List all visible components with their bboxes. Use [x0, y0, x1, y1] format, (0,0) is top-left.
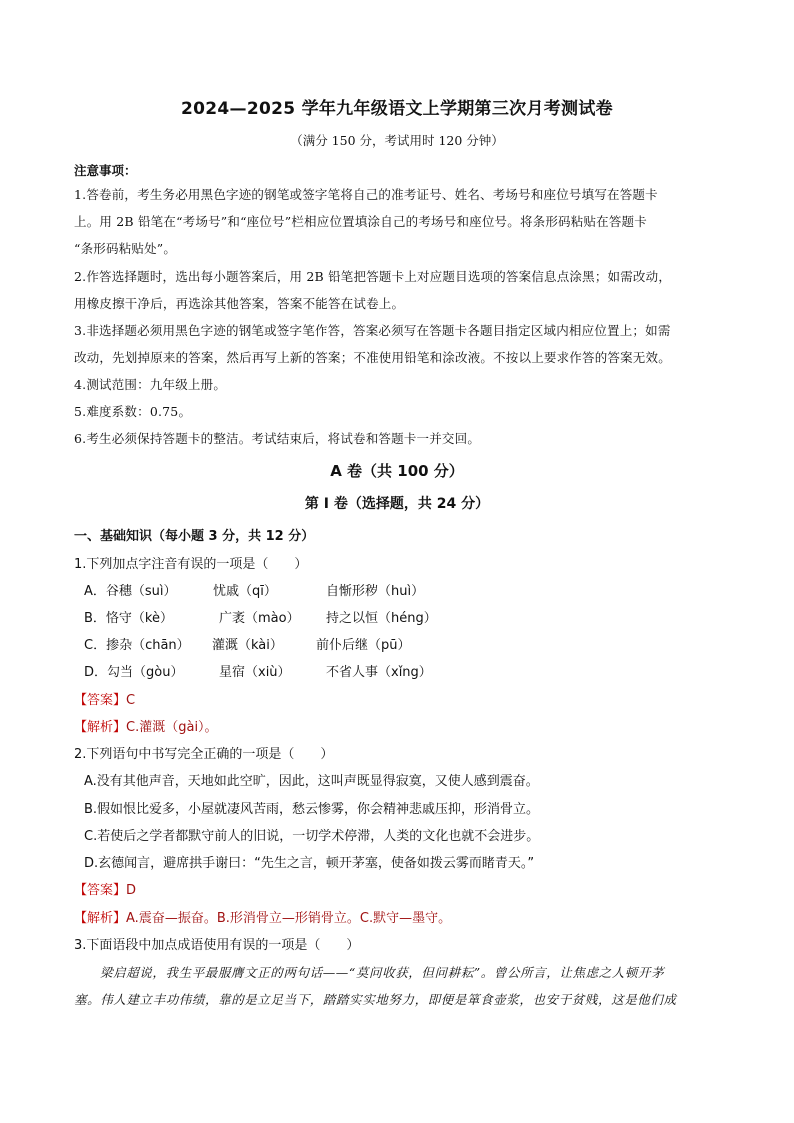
q1-option-a: A．谷穗（suì） — [84, 584, 177, 599]
answer-value: C — [126, 693, 136, 708]
q2-option-b: B.假如恨比爱多，小屋就凄风苦雨，愁云惨雾，你会精神悲戚压抑，形消骨立。 — [84, 802, 540, 817]
notice-line: 6.考生必须保持答题卡的整洁。考试结束后，将试卷和答题卡一并交回。 — [74, 431, 481, 446]
q2-option-a: A.没有其他声音，天地如此空旷，因此，这叫声既显得寂寞，又使人感到震奋。 — [84, 774, 539, 789]
q3-paragraph-line: 梁启超说，我生平最服膺文正的两句话——“莫问收获，但问耕耘”。曾公所言，让焦虑之人顿开茅 — [100, 965, 665, 980]
q1-option-c-word-2: 灌溉（kài） — [212, 638, 283, 653]
q1-answer — [74, 689, 135, 708]
q1-option-a-word-2: 忧戚（qī） — [213, 584, 277, 599]
q1-option-d-word-2: 星宿（xiù） — [219, 665, 291, 680]
q1-option-d-word-3: 不省人事（xǐng） — [326, 665, 432, 680]
section-heading: 一、基础知识（每小题 3 分，共 12 分） — [74, 529, 315, 544]
part-a-heading: A 卷（共 100 分） — [330, 462, 464, 480]
q2-option-c: C.若使后之学者都默守前人的旧说，一切学术停滞，人类的文化也就不会进步。 — [84, 829, 540, 844]
question-1-stem: 1.下列加点字注音有误的一项是（ ） — [74, 557, 308, 572]
notice-line: 2.作答选择题时，选出每小题答案后，用 2B 铅笔把答题卡上对应题目选项的答案信息点涂黑；如需改动， — [74, 269, 672, 284]
q1-option-b-word-3: 持之以恒（héng） — [326, 611, 437, 626]
q2-option-d: D.玄德闻言，避席拱手谢曰：“先生之言，顿开茅塞，使备如拨云雾而睹青天。” — [84, 856, 535, 871]
page-title: 2024—2025 学年九年级语文上学期第三次月考测试卷 — [181, 99, 613, 119]
q3-paragraph-line: 塞。伟人建立丰功伟绩，靠的是立足当下，踏踏实实地努力，即便是箪食壶浆，也安于贫贱，这是他们成 — [74, 992, 677, 1007]
page-subtitle: （满分 150 分，考试用时 120 分钟） — [290, 133, 504, 148]
notice-line: 5.难度系数：0.75。 — [74, 404, 192, 419]
q1-option-c: C．掺杂（chān） — [84, 638, 190, 653]
volume-heading: 第 I 卷（选择题，共 24 分） — [304, 496, 490, 512]
question-3-stem: 3.下面语段中加点成语使用有误的一项是（ ） — [74, 938, 360, 953]
notice-line: 4.测试范围：九年级上册。 — [74, 377, 227, 392]
notice-line: 用橡皮擦干净后，再选涂其他答案，答案不能答在试卷上。 — [74, 296, 405, 311]
answer-value: D — [126, 883, 137, 898]
answer-tag: 【答案】 — [74, 693, 127, 708]
q1-analysis — [74, 716, 218, 735]
q2-answer — [74, 879, 136, 898]
q1-option-b-word-2: 广袤（mào） — [219, 611, 300, 626]
analysis-tag: 【解析】 — [74, 720, 127, 735]
notice-line: 3.非选择题必须用黑色字迹的钢笔或签字笔作答，答案必须写在答题卡各题目指定区域内相应位置上；如需 — [74, 323, 671, 338]
notice-line: 上。用 2B 铅笔在“考场号”和“座位号”栏相应位置填涂自己的考场号和座位号。将条形码粘贴在答题卡 — [74, 214, 647, 229]
analysis-text: C.灌溉（gài）。 — [126, 720, 218, 735]
notice-heading: 注意事项： — [74, 163, 137, 178]
answer-tag: 【答案】 — [74, 883, 127, 898]
q1-option-a-word-3: 自惭形秽（huì） — [326, 584, 425, 599]
analysis-tag: 【解析】 — [74, 911, 127, 926]
q1-option-c-word-3: 前仆后继（pū） — [316, 638, 411, 653]
q1-option-d: D．勾当（gòu） — [84, 665, 184, 680]
q1-option-b: B．恪守（kè） — [84, 611, 173, 626]
notice-line: 改动，先划掉原来的答案，然后再写上新的答案；不准使用铅笔和涂改液。不按以上要求作答的答案无效。 — [74, 350, 671, 365]
question-2-stem: 2.下列语句中书写完全正确的一项是（ ） — [74, 747, 334, 762]
analysis-text: A.震奋—振奋。B.形消骨立—形销骨立。C.默守—墨守。 — [126, 911, 452, 926]
q2-analysis — [74, 907, 451, 926]
notice-line: 1.答卷前，考生务必用黑色字迹的钢笔或签字笔将自己的准考证号、姓名、考场号和座位号填写在答题卡 — [74, 187, 658, 202]
notice-line: “条形码粘贴处”。 — [74, 241, 177, 256]
